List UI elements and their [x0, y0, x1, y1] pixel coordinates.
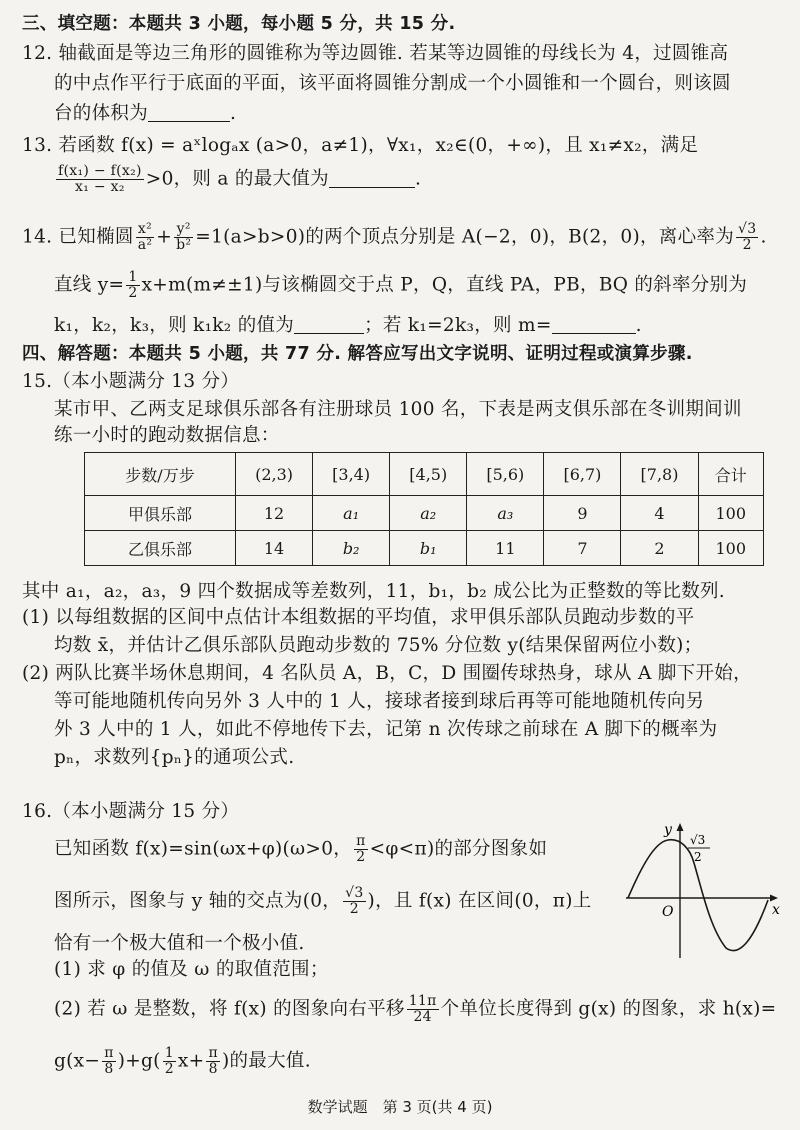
fraction-numerator: y²	[174, 222, 193, 238]
q14-end3: .	[635, 315, 642, 336]
fraction-denominator: 2	[164, 1061, 174, 1077]
fraction-denominator: b²	[176, 237, 192, 253]
fraction-denominator: 24	[413, 1009, 432, 1025]
q12-line2: 的中点作平行于底面的平面，该平面将圆锥分割成一个小圆锥和一个圆台，则该圆	[54, 73, 731, 94]
q16-part2-line2	[54, 1046, 311, 1077]
table-header-cell: 步数/万步	[85, 453, 236, 496]
pi-eighth-fraction	[102, 1046, 116, 1077]
q15-line2: 练一小时的跑动数据信息：	[54, 425, 280, 446]
root3-half-fraction	[343, 886, 365, 917]
fraction-denominator: 8	[104, 1061, 114, 1077]
y-axis-label: y	[664, 822, 672, 838]
answer-blank[interactable]	[329, 169, 415, 188]
h-term-d: )的最大值.	[221, 1050, 311, 1072]
table-cell: a₁	[313, 496, 390, 531]
table-header-cell: (2,3)	[236, 453, 313, 496]
table-cell: 9	[544, 496, 621, 531]
table-header-row	[85, 453, 764, 496]
q14-line2	[54, 270, 747, 301]
page-footer: 数学试题 第 3 页(共 4 页)	[307, 1098, 493, 1116]
fraction-numerator: f(x₁) − f(x₂)	[58, 163, 142, 179]
fraction-denominator: x₁ − x₂	[75, 179, 125, 195]
q13-line1: 13. 若函数 f(x) = aˣlogₐx (a>0，a≠1)，∀x₁，x₂∈(0，+∞)，且 x₁≠x₂，满足	[22, 135, 699, 156]
q16-part1: (1) 求 φ 的值及 ω 的取值范围；	[54, 959, 329, 980]
q14-end: .	[760, 226, 767, 248]
q15-part2-line3: 外 3 人中的 1 人，如此不停地传下去，记第 n 次传球之前球在 A 脚下的概率为	[54, 719, 718, 740]
table-cell: 100	[698, 531, 763, 566]
q15-part2-line1: (2) 两队比赛半场休息期间，4 名队员 A，B，C，D 围圈传球热身，球从 A 脚下开始，	[22, 663, 752, 684]
q16-line1	[54, 834, 547, 865]
table-cell: 乙俱乐部	[85, 531, 236, 566]
plus-sign: +	[156, 226, 173, 248]
fraction-numerator: 1	[128, 269, 138, 285]
q15-part1-line2: 均数 x̄，并估计乙俱乐部队员跑动步数的 75% 分位数 y(结果保留两位小数)；	[54, 635, 703, 656]
q13-tail: >0，则 a 的最大值为	[145, 168, 329, 190]
fraction-denominator: 2	[742, 237, 752, 253]
q15-part2-line4: pₙ，求数列{pₙ}的通项公式.	[54, 747, 295, 768]
h-term-c: x+	[177, 1050, 205, 1072]
q16-part2-text2: 个单位长度得到 g(x) 的图象，求 h(x)=	[440, 998, 777, 1020]
table-header-cell: [6,7)	[544, 453, 621, 496]
fraction-numerator: x²	[136, 222, 155, 238]
table-cell: b₂	[313, 531, 390, 566]
q14-text3: k₁，k₂，k₃，则 k₁k₂ 的值为	[54, 315, 295, 336]
x-axis-arrow	[770, 895, 778, 902]
q16-heading: 16.（本小题满分 15 分）	[22, 801, 240, 822]
table-row	[85, 496, 764, 531]
q12-line1: 12. 轴截面是等边三角形的圆锥称为等边圆锥. 若某等边圆锥的母线长为 4，过圆锥高	[22, 43, 729, 64]
q14-line3	[54, 314, 642, 338]
q16-line2	[54, 886, 592, 917]
pi-eighth-fraction	[206, 1046, 220, 1077]
fraction-numerator: 11π	[408, 993, 437, 1009]
q14-line-eq: 直线 y=	[54, 274, 125, 296]
section-3-heading: 三、填空题：本题共 3 小题，每小题 5 分，共 15 分.	[22, 14, 456, 34]
ellipse-y-term	[174, 222, 193, 253]
fraction-denominator: a²	[137, 237, 153, 253]
q15-line1: 某市甲、乙两支足球俱乐部各有注册球员 100 名，下表是两支俱乐部在冬训期间训	[54, 399, 742, 420]
h-term-b: )+g(	[117, 1050, 161, 1072]
table-cell: a₃	[467, 496, 544, 531]
fraction-denominator: 8	[208, 1061, 218, 1077]
table-cell: 100	[698, 496, 763, 531]
fraction-numerator: 1	[164, 1045, 174, 1061]
table-cell: 2	[621, 531, 698, 566]
q14-line1	[22, 222, 767, 253]
q13-fraction	[56, 164, 144, 195]
intercept-label-denominator: 2	[694, 850, 702, 864]
q16-text4: )，且 f(x) 在区间(0，π)上	[367, 890, 592, 912]
intercept-label-numerator: √3	[690, 833, 706, 847]
eccentricity-fraction	[736, 222, 758, 253]
x-axis-label: x	[772, 902, 780, 918]
q16-text1: 已知函数 f(x)=sin(ωx+φ)(ω>0，	[54, 838, 353, 860]
q16-line3: 恰有一个极大值和一个极小值.	[54, 933, 305, 954]
ellipse-x-term	[136, 222, 155, 253]
fraction-denominator: 2	[356, 849, 366, 865]
q16-text3: 图所示，图象与 y 轴的交点为(0，	[54, 890, 342, 912]
fraction-denominator: 2	[128, 285, 138, 301]
y-axis-arrow	[677, 823, 684, 831]
q15-heading: 15.（本小题满分 13 分）	[22, 371, 240, 392]
table-header-cell: [7,8)	[621, 453, 698, 496]
q14-text4: ；若 k₁=2k₃，则 m=	[364, 315, 552, 336]
table-cell: 7	[544, 531, 621, 566]
q15-part2-line2: 等可能地随机传向另外 3 人中的 1 人，接球者接到球后再等可能地随机传向另	[54, 691, 705, 712]
q16-text2: <φ<π)的部分图象如	[369, 838, 548, 860]
q16-part2-line1	[54, 994, 776, 1025]
table-cell: 14	[236, 531, 313, 566]
q13-end: .	[414, 168, 422, 190]
fraction-numerator: π	[208, 1045, 218, 1061]
table-header-cell: [3,4)	[313, 453, 390, 496]
fraction-numerator: √3	[345, 885, 364, 901]
q13-line2	[54, 164, 421, 195]
table-header-cell: [4,5)	[390, 453, 467, 496]
fraction-numerator: √3	[738, 221, 757, 237]
h-term-a: g(x−	[54, 1050, 101, 1072]
q14-text: =1(a>b>0)的两个顶点分别是 A(−2，0)，B(2，0)，离心率为	[195, 226, 735, 248]
q12-line3	[54, 102, 236, 126]
q15-after-table: 其中 a₁，a₂，a₃，9 四个数据成等差数列，11，b₁，b₂ 成公比为正整数的等比数列.	[22, 581, 725, 602]
fraction-numerator: π	[356, 833, 366, 849]
table-cell: 11	[467, 531, 544, 566]
fraction-numerator: π	[104, 1045, 114, 1061]
q12-end: .	[230, 103, 237, 124]
q14-lead: 14. 已知椭圆	[22, 226, 134, 248]
q12-text: 台的体积为	[54, 103, 149, 124]
table-cell: 12	[236, 496, 313, 531]
table-row	[85, 531, 764, 566]
table-cell: a₂	[390, 496, 467, 531]
answer-blank[interactable]	[552, 315, 636, 334]
origin-label: O	[662, 904, 674, 920]
half-fraction	[163, 1046, 176, 1077]
table-cell: b₁	[390, 531, 467, 566]
sine-graph	[618, 818, 788, 968]
fraction-denominator: 2	[349, 901, 359, 917]
q16-part2-text: (2) 若 ω 是整数，将 f(x) 的图象向右平移	[54, 998, 405, 1020]
pi-half-fraction	[354, 834, 368, 865]
shift-fraction	[407, 994, 439, 1025]
table-header-cell: 合计	[698, 453, 763, 496]
table-cell: 甲俱乐部	[85, 496, 236, 531]
answer-blank[interactable]	[148, 103, 230, 122]
running-data-table	[84, 452, 764, 566]
table-header-cell: [5,6)	[467, 453, 544, 496]
answer-blank[interactable]	[294, 315, 364, 334]
q15-part1-line1: (1) 以每组数据的区间中点估计本组数据的平均值，求甲俱乐部队员跑动步数的平	[22, 607, 695, 628]
q14-text2: x+m(m≠±1)与该椭圆交于点 P，Q，直线 PA，PB，BQ 的斜率分别为	[141, 274, 748, 296]
section-4-heading: 四、解答题：本题共 5 小题，共 77 分. 解答应写出文字说明、证明过程或演算步骤.	[22, 344, 693, 364]
half-fraction	[126, 270, 139, 301]
table-cell: 4	[621, 496, 698, 531]
